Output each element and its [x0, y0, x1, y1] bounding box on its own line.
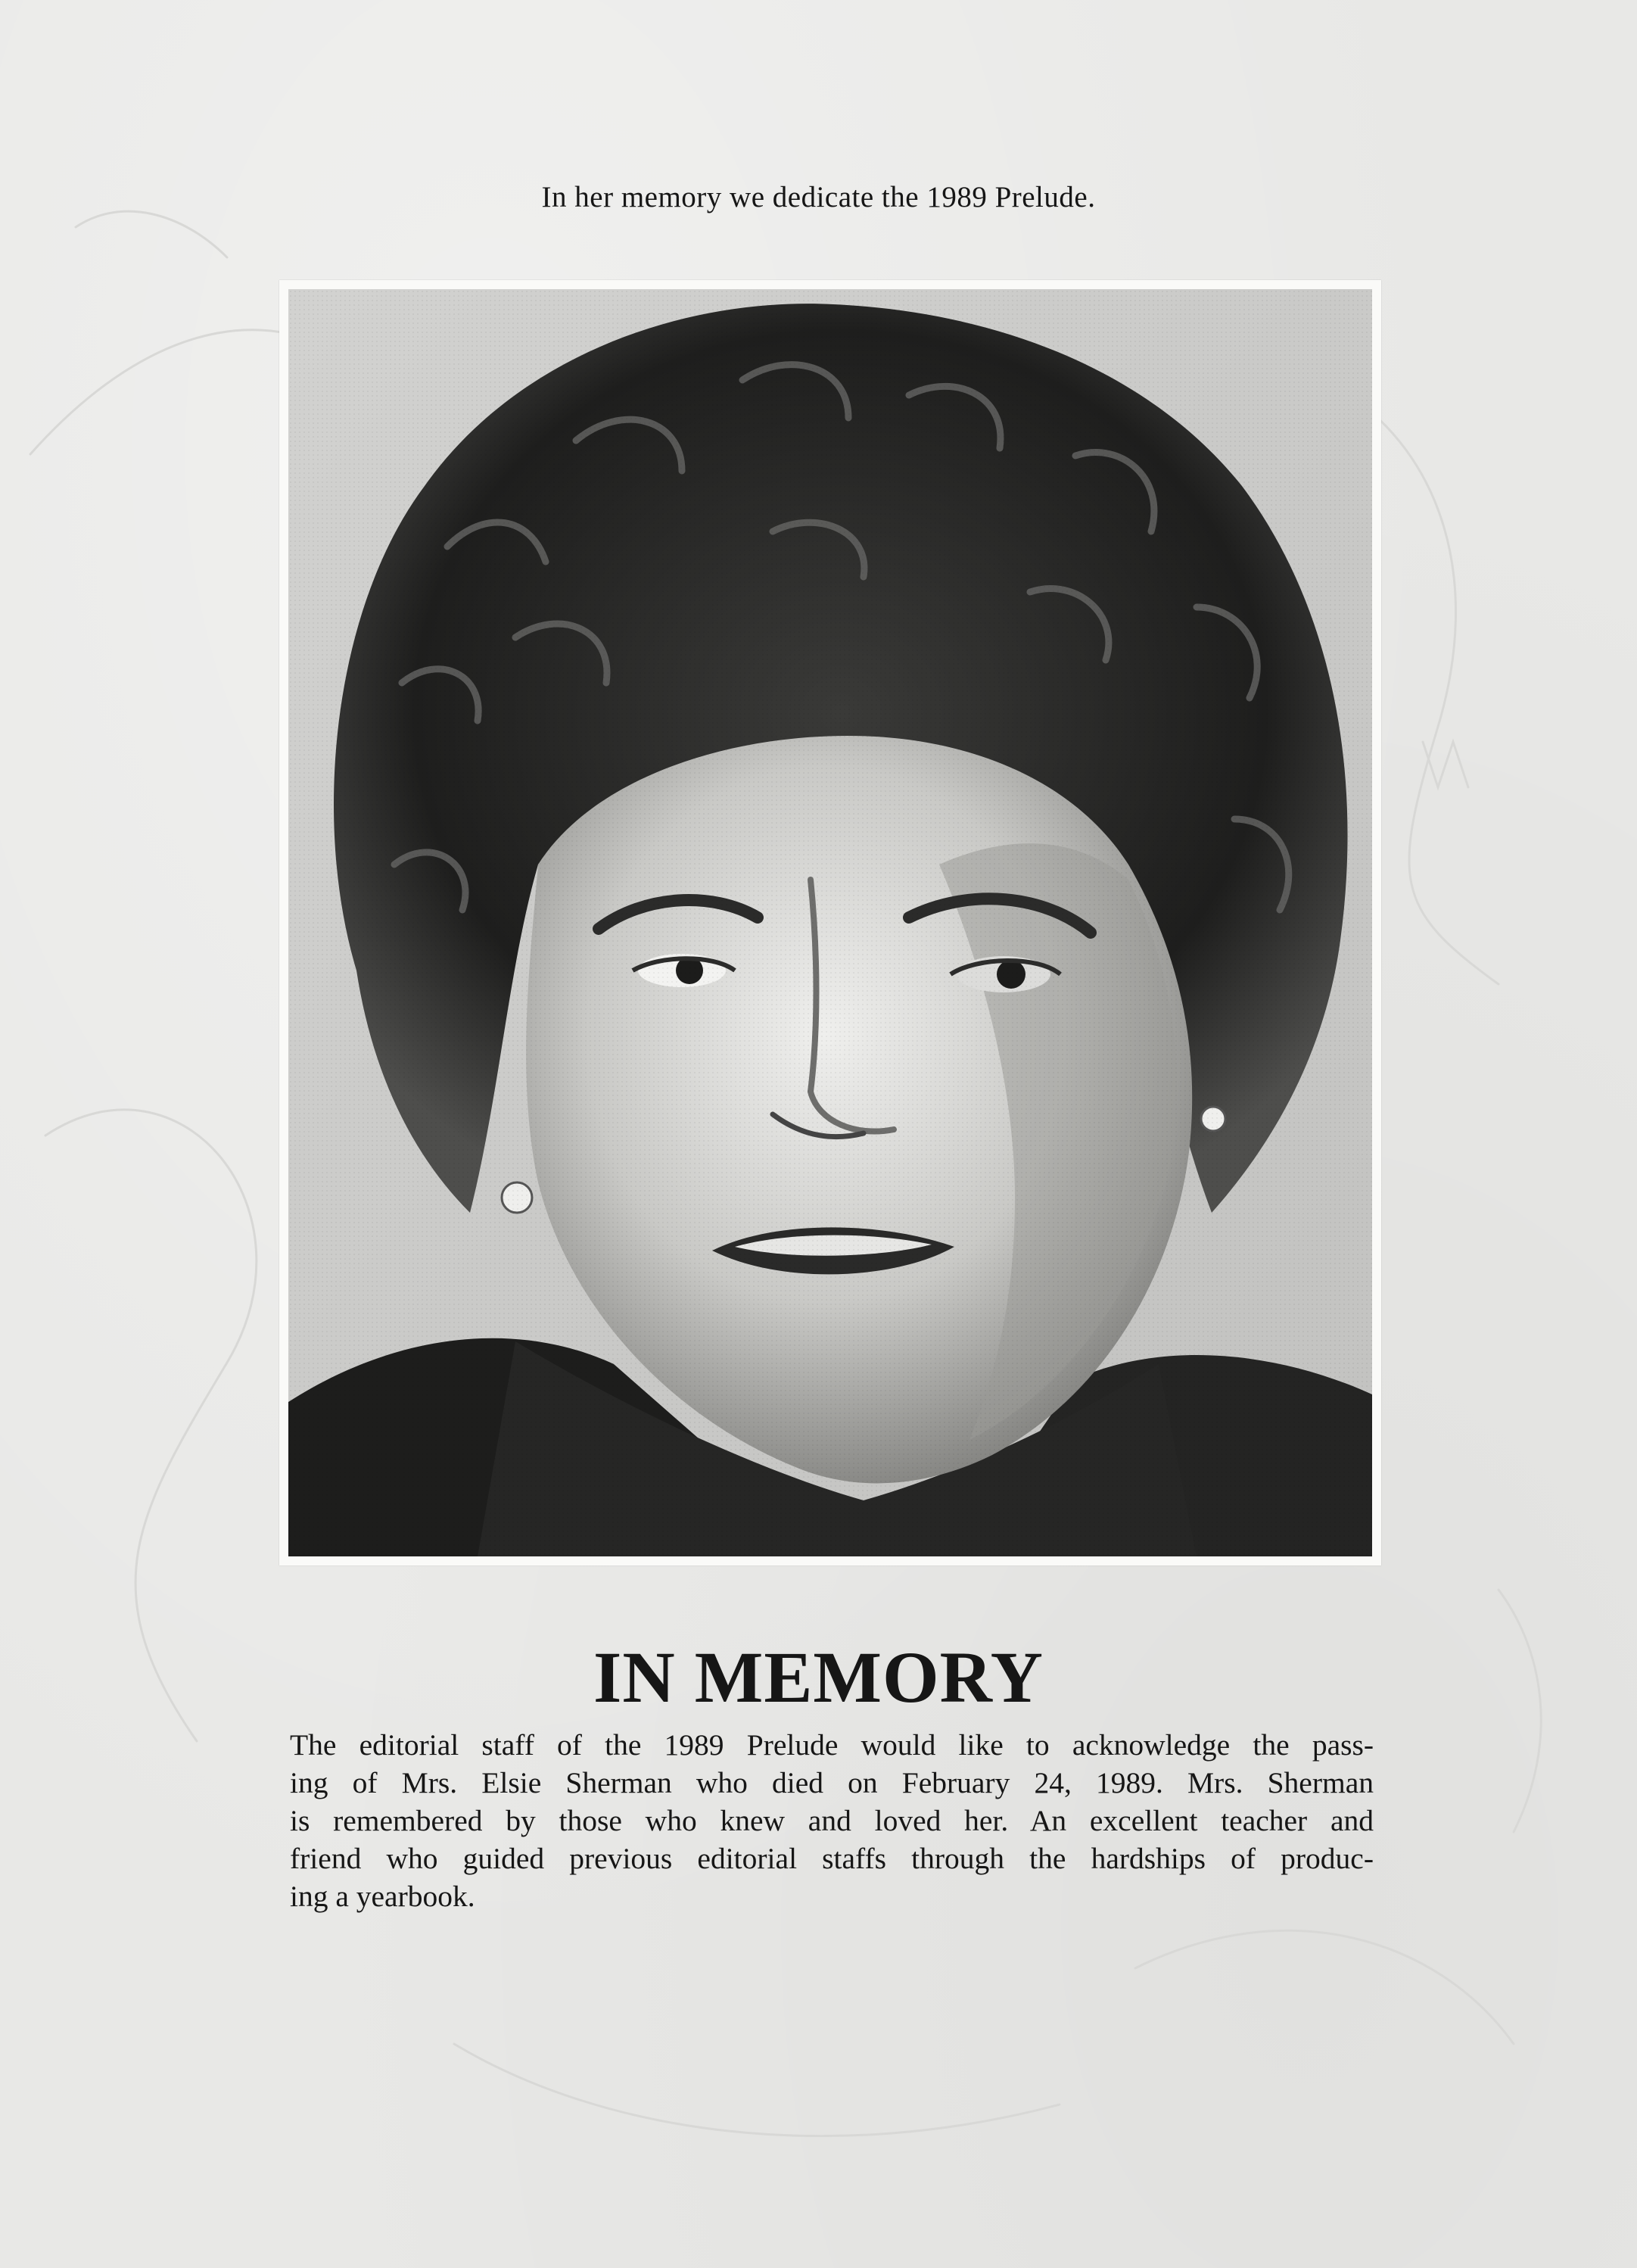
paragraph-line: friend who guided previous editorial staffs through the hardships of produc-: [290, 1842, 1374, 1875]
paragraph-line: ing of Mrs. Elsie Sherman who died on February 24, 1989. Mrs. Sherman: [290, 1766, 1374, 1799]
paragraph-line: The editorial staff of the 1989 Prelude would like to acknowledge the pass-: [290, 1728, 1374, 1762]
portrait-photo: [288, 289, 1372, 1556]
in-memory-heading: IN MEMORY: [593, 1637, 1044, 1718]
paragraph-line: is remembered by those who knew and loved her. An excellent teacher and: [290, 1804, 1374, 1837]
paragraph-line: ing a yearbook.: [290, 1880, 475, 1913]
memorial-paragraph: [290, 1726, 1374, 1915]
dedication-text: In her memory we dedicate the 1989 Prelude.: [541, 181, 1096, 213]
